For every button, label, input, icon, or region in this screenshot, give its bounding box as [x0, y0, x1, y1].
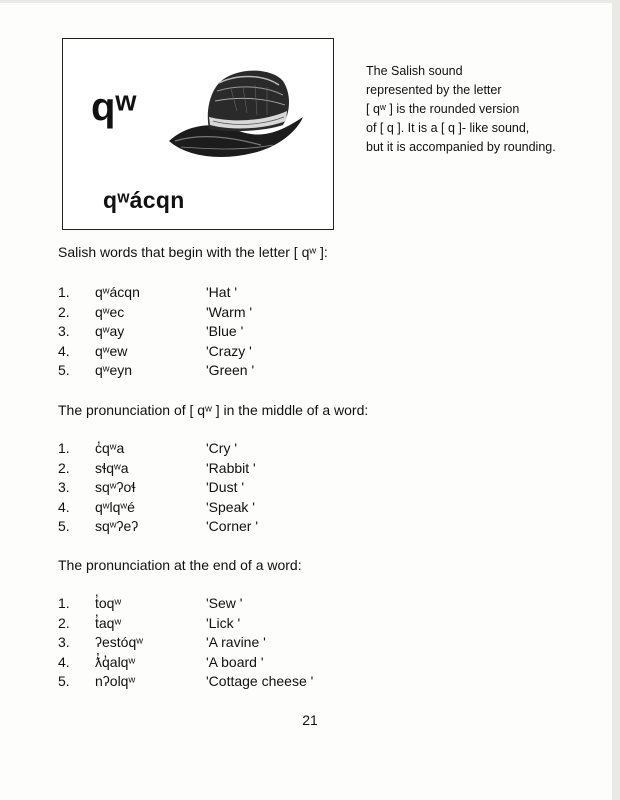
english-gloss: 'Cry ': [206, 440, 238, 456]
illustration-box: [62, 38, 334, 230]
salish-word: qʷew: [95, 342, 128, 359]
list-item: [58, 673, 418, 693]
salish-word: nʔolqʷ: [95, 673, 136, 689]
english-gloss: 'Sew ': [206, 595, 243, 611]
list-item: [58, 362, 418, 382]
salish-word: qʷay: [95, 323, 125, 339]
list-item: [58, 284, 418, 304]
intro-line: [ qʷ ] is the rounded version: [366, 102, 520, 116]
english-gloss: 'A ravine ': [206, 634, 266, 650]
hat-icon: [161, 61, 311, 161]
list-item: [58, 499, 418, 519]
english-gloss: 'Rabbit ': [206, 459, 256, 476]
item-number: 2.: [58, 303, 70, 320]
salish-word: t̓aqʷ: [95, 614, 122, 631]
item-number: 2.: [58, 614, 70, 631]
list-item: [58, 654, 418, 674]
item-number: 3.: [58, 479, 70, 495]
salish-word: c̓qʷa: [95, 440, 125, 456]
intro-line: but it is accompanied by rounding.: [366, 140, 556, 154]
item-number: 5.: [58, 518, 70, 534]
scan-bleed-mark: [0, 0, 620, 3]
salish-word: sqʷʔeʔ: [95, 518, 139, 534]
list-item: [58, 440, 418, 460]
english-gloss: 'A board ': [206, 653, 264, 670]
item-number: 5.: [58, 673, 70, 689]
english-gloss: 'Crazy ': [206, 342, 252, 359]
english-gloss: 'Corner ': [206, 518, 259, 534]
item-number: 1.: [58, 284, 70, 300]
english-gloss: 'Warm ': [206, 303, 253, 320]
list-item: [58, 479, 418, 499]
english-gloss: 'Lick ': [206, 614, 241, 631]
salish-word: qʷácqn: [95, 284, 140, 300]
illustration-caption-text: qʷácqn: [103, 187, 185, 213]
salish-word: sqʷʔoɬ: [95, 479, 136, 495]
english-gloss: 'Blue ': [206, 323, 244, 339]
section-heading-final: The pronunciation at the end of a word:: [58, 557, 302, 573]
salish-word: ƛ̓q̓alqʷ: [95, 653, 136, 670]
item-number: 2.: [58, 459, 70, 476]
salish-word: sɬqʷa: [95, 459, 129, 476]
intro-line: represented by the letter: [366, 83, 502, 97]
word-list-medial: [58, 440, 418, 538]
salish-word: qʷec: [95, 303, 125, 320]
english-gloss: 'Dust ': [206, 479, 245, 495]
salish-word: ʔestóqʷ: [95, 634, 143, 650]
salish-word: t̓oqʷ: [95, 595, 122, 611]
item-number: 4.: [58, 342, 70, 359]
list-item: [58, 634, 418, 654]
list-item: [58, 615, 418, 635]
english-gloss: 'Green ': [206, 362, 255, 378]
list-item: [58, 304, 418, 324]
item-number: 1.: [58, 595, 70, 611]
english-gloss: 'Cottage cheese ': [206, 673, 314, 689]
section-heading-initial: Salish words that begin with the letter [ qʷ ]:: [58, 244, 328, 260]
section-heading-medial: The pronunciation of [ qʷ ] in the middle of a word:: [58, 402, 369, 418]
item-number: 4.: [58, 498, 70, 515]
illustration-caption: [103, 187, 185, 214]
page-number: 21: [302, 712, 318, 728]
intro-line: The Salish sound: [366, 64, 463, 78]
item-number: 3.: [58, 323, 70, 339]
intro-line: of [ q ]. It is a [ q ]- like sound,: [366, 121, 530, 135]
salish-word: qʷeyn: [95, 362, 133, 378]
word-list-final: [58, 595, 418, 693]
item-number: 1.: [58, 440, 70, 456]
item-number: 3.: [58, 634, 70, 650]
english-gloss: 'Speak ': [206, 498, 255, 515]
list-item: [58, 460, 418, 480]
list-item: [58, 518, 418, 538]
item-number: 4.: [58, 653, 70, 670]
english-gloss: 'Hat ': [206, 284, 238, 300]
featured-letter-text: qʷ: [91, 85, 137, 129]
list-item: [58, 595, 418, 615]
featured-letter: [91, 87, 136, 127]
word-list-initial: [58, 284, 418, 382]
intro-paragraph: [366, 62, 576, 157]
scan-bleed-mark: [612, 0, 620, 800]
item-number: 5.: [58, 362, 70, 378]
salish-word: qʷlqʷé: [95, 498, 135, 515]
list-item: [58, 323, 418, 343]
list-item: [58, 343, 418, 363]
